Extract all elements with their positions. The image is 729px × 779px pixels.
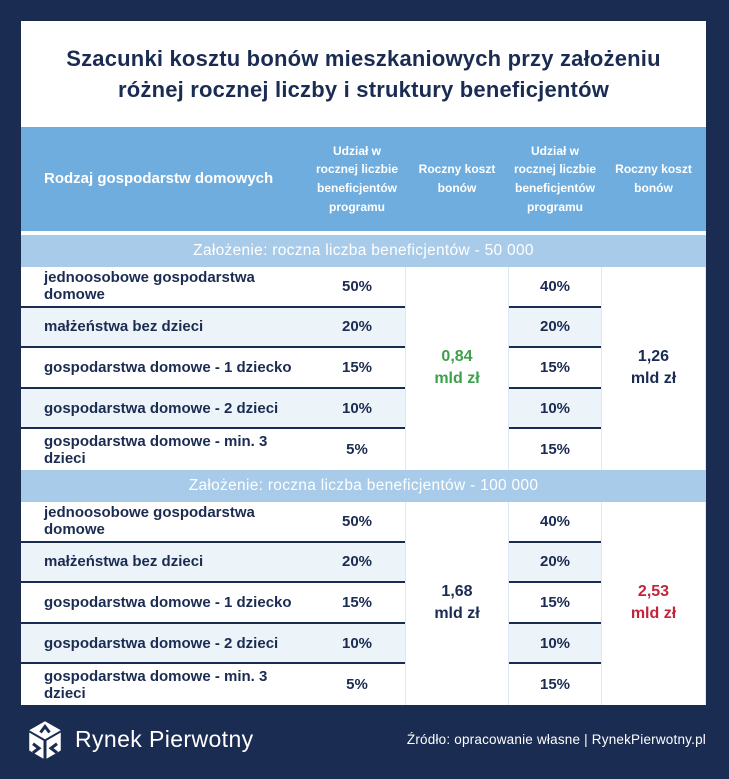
share-cell: 10%	[509, 624, 601, 665]
annual-cost-value	[405, 502, 509, 705]
brand-logo	[27, 720, 254, 760]
column-header-share-1: Udział w rocznej liczbie beneficjentów programu	[315, 143, 399, 214]
row-label: gospodarstwa domowe - min. 3 dzieci	[44, 667, 268, 702]
row-label: gospodarstwa domowe - 1 dziecko	[21, 583, 309, 624]
table-header-row	[21, 127, 706, 231]
share-cell: 10%	[509, 389, 601, 430]
column-header-household: Rodzaj gospodarstw domowych	[44, 170, 274, 188]
cost-amount: 2,53	[637, 583, 670, 601]
share-cell: 50%	[309, 502, 405, 543]
row-label: gospodarstwa domowe - 1 dziecko	[21, 348, 309, 389]
content-card	[21, 21, 706, 705]
share-cell: 40%	[509, 267, 601, 308]
column-header-cost-1: Roczny koszt bonów	[418, 162, 496, 195]
share-cell: 5%	[346, 441, 368, 459]
brand-name: Rynek Pierwotny	[75, 726, 254, 753]
share-cell: 50%	[309, 267, 405, 308]
share-cell: 5%	[346, 676, 368, 694]
share-cell: 20%	[309, 308, 405, 349]
share-cell: 15%	[509, 348, 601, 389]
cost-unit: mld zł	[434, 605, 480, 623]
share-cell: 20%	[309, 543, 405, 584]
column-header-cost-2: Roczny koszt bonów	[615, 162, 692, 195]
share-cell: 15%	[309, 583, 405, 624]
row-label: małżeństwa bez dzieci	[21, 308, 309, 349]
cost-unit: mld zł	[630, 370, 677, 388]
source-note: Źródło: opracowanie własne | RynekPierwotny.pl	[406, 732, 706, 748]
row-label: jednoosobowe gospodarstwa domowe	[21, 502, 309, 543]
cost-amount: 1,26	[637, 348, 670, 366]
share-cell: 15%	[309, 348, 405, 389]
section-rows-100000	[21, 502, 706, 705]
share-cell: 15%	[539, 441, 571, 459]
row-label: gospodarstwa domowe - 2 dzieci	[21, 624, 309, 665]
section-rows-50000	[21, 267, 706, 470]
title-line-1: Szacunki kosztu bonów mieszkaniowych przy założeniu	[66, 45, 661, 71]
row-label: gospodarstwa domowe - 2 dzieci	[21, 389, 309, 430]
footer-bar	[0, 705, 729, 779]
annual-cost-value	[601, 267, 706, 470]
share-cell: 10%	[309, 624, 405, 665]
annual-cost-value	[405, 267, 509, 470]
share-cell: 10%	[309, 389, 405, 430]
row-label: gospodarstwa domowe - min. 3 dzieci	[44, 432, 268, 467]
share-cell: 15%	[539, 676, 571, 694]
cost-unit: mld zł	[434, 370, 480, 388]
title-line-2: różnej rocznej liczby i struktury beneficjentów	[117, 77, 610, 102]
share-cell: 40%	[509, 502, 601, 543]
assumption-band-100000: Założenie: roczna liczba beneficjentów - 100 000	[21, 470, 706, 502]
annual-cost-value	[601, 502, 706, 705]
share-cell: 20%	[509, 308, 601, 349]
cost-unit: mld zł	[630, 605, 677, 623]
share-cell: 20%	[509, 543, 601, 584]
brand-cube-icon	[27, 720, 63, 760]
assumption-band-50000: Założenie: roczna liczba beneficjentów - 50 000	[21, 235, 706, 267]
row-label: jednoosobowe gospodarstwa domowe	[21, 267, 309, 308]
column-header-share-2: Udział w rocznej liczbie beneficjentów programu	[513, 143, 597, 214]
cost-amount: 1,68	[441, 583, 473, 601]
share-cell: 15%	[509, 583, 601, 624]
cost-amount: 0,84	[441, 348, 473, 366]
row-label: małżeństwa bez dzieci	[21, 543, 309, 584]
page-title	[21, 21, 706, 127]
